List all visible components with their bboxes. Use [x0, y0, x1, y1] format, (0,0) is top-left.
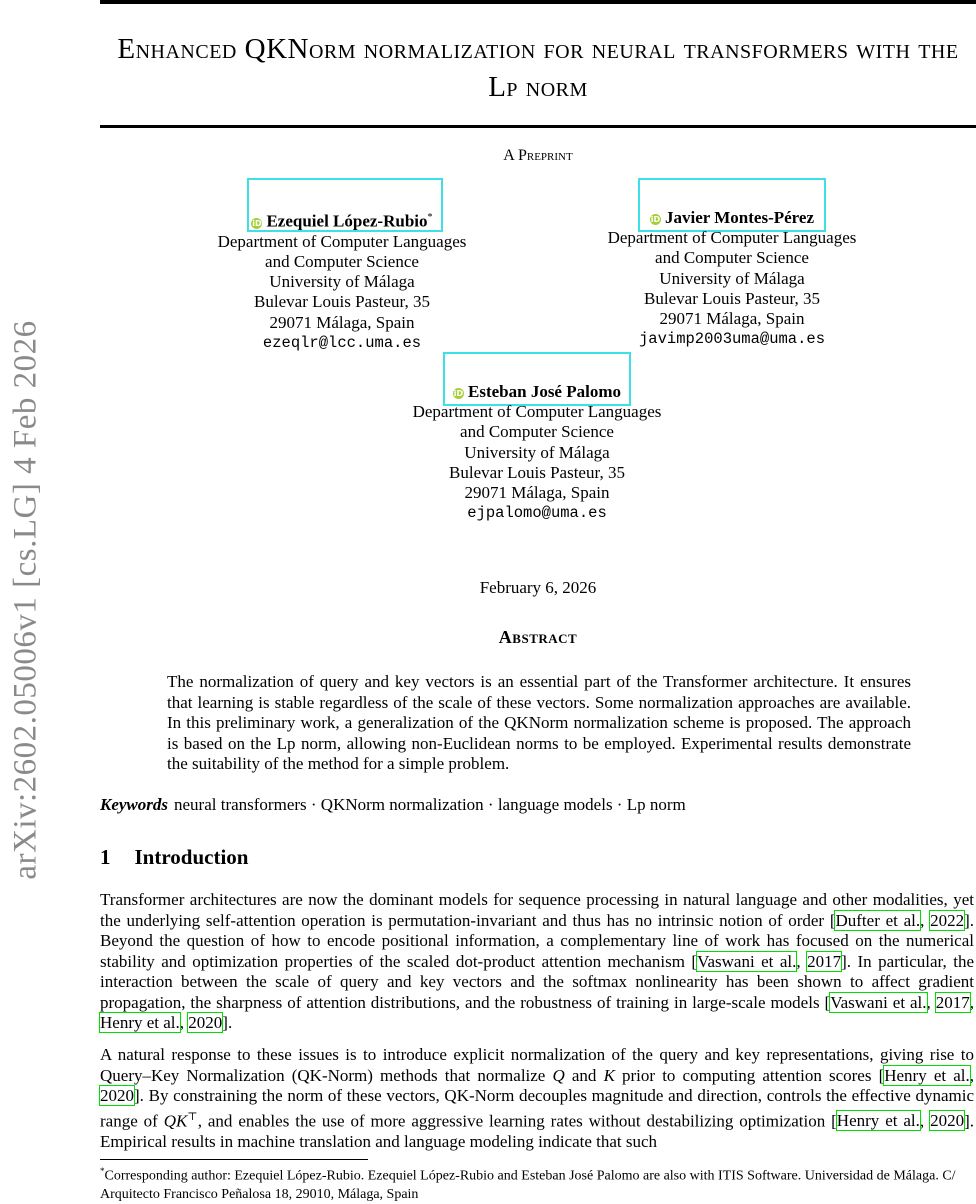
paper-title: Enhanced QKNorm normalization for neural transformers with the Lp norm — [117, 33, 959, 103]
author-city: 29071 Málaga, Spain — [464, 483, 610, 503]
footnote-rule — [100, 1159, 368, 1160]
citation-link[interactable]: 2017 — [935, 992, 970, 1012]
citation-link[interactable]: 2020 — [188, 1013, 223, 1032]
text-run: , — [926, 992, 936, 1012]
citation-link[interactable]: 2017 — [807, 951, 842, 971]
author-street: Bulevar Louis Pasteur, 35 — [644, 288, 820, 308]
math-superscript: ⊤ — [187, 1110, 198, 1123]
math-symbol: K — [603, 1065, 615, 1085]
text-run: , — [796, 951, 808, 971]
citation-link[interactable]: Henry et al. — [100, 1013, 180, 1032]
paper-date: February 6, 2026 — [479, 578, 597, 597]
math-symbol: QK — [163, 1111, 188, 1131]
author-department: Department of Computer Languages — [412, 402, 662, 422]
section-number: 1 — [100, 845, 111, 869]
footnote — [100, 1162, 974, 1204]
author-name[interactable]: Esteban José Palomo — [468, 382, 621, 401]
author-street: Bulevar Louis Pasteur, 35 — [449, 462, 625, 482]
section-heading — [100, 845, 248, 870]
text-run: , — [920, 910, 931, 930]
author-university: University of Málaga — [464, 442, 610, 462]
citation-link[interactable]: 2020 — [930, 1111, 965, 1131]
intro-paragraph-2 — [100, 1045, 974, 1152]
text-run: , — [919, 1111, 931, 1131]
author-department: Department of Computer Languages — [217, 231, 467, 251]
author-department: Department of Computer Languages — [607, 228, 857, 248]
author-department-cont: and Computer Science — [655, 248, 809, 268]
orcid-icon[interactable]: iD — [453, 389, 464, 398]
arxiv-identifier: arXiv:2602.05006v1 [cs.LG] 4 Feb 2026 — [7, 320, 44, 880]
author-email[interactable]: ezeqlr@lcc.uma.es — [262, 333, 422, 352]
title-bottom-rule — [100, 125, 976, 128]
text-run: , — [179, 1013, 189, 1032]
footnote-text: Corresponding author: Ezequiel López-Rubio. Ezequiel López-Rubio and Esteban José Palomo are also with ITIS Software. Universidad de Málaga. C/ Arquitecto Francisco Peñalosa 18, 29010, Málaga, Spain — [100, 1168, 956, 1202]
text-run: ]. — [222, 1013, 233, 1032]
author-block — [387, 382, 687, 523]
citation-link[interactable]: Henry et al. — [836, 1111, 920, 1131]
keywords-line — [100, 795, 686, 815]
text-run: ]. Empirical results in machine translation and language modeling indicate that such — [100, 1111, 974, 1151]
section-title: Introduction — [134, 845, 249, 869]
author-email[interactable]: ejpalomo@uma.es — [467, 504, 607, 523]
author-block — [192, 208, 492, 353]
author-name[interactable]: Javier Montes-Pérez — [665, 208, 814, 227]
footnote-marker: * — [100, 1166, 105, 1176]
author-department-cont: and Computer Science — [460, 422, 614, 442]
citation-link[interactable]: 2022 — [930, 910, 965, 930]
author-name[interactable]: Ezequiel López-Rubio — [266, 211, 428, 231]
text-run: ]. Beyond the question of how to encode positional information, a complementary line of work has focused on the numerical stability and optimization properties of the scaled dot-product attention mechanism [ — [100, 910, 975, 971]
text-run: , and enables the use of more aggressive learning rates without destabilizing optimization [ — [197, 1111, 837, 1131]
author-street: Bulevar Louis Pasteur, 35 — [254, 292, 430, 312]
author-email[interactable]: javimp2003uma@uma.es — [638, 330, 826, 349]
author-department-cont: and Computer Science — [265, 252, 419, 272]
math-symbol: Q — [552, 1065, 565, 1085]
author-university: University of Málaga — [659, 268, 805, 288]
text-run: and — [564, 1065, 604, 1085]
author-block — [582, 208, 882, 349]
text-run: , — [969, 992, 974, 1012]
text-run: Transformer architectures are now the dominant models for sequence processing in natural language and other modalities, yet the underlying self-attention operation is permutation-invariant and thus has no intrinsic notion of order [ — [100, 890, 974, 930]
orcid-icon[interactable]: iD — [650, 215, 661, 224]
text-run: , — [969, 1065, 974, 1085]
author-city: 29071 Málaga, Spain — [659, 309, 805, 329]
citation-link[interactable]: Dufter et al. — [835, 910, 921, 930]
orcid-icon[interactable]: iD — [252, 218, 262, 228]
text-run: A natural response to these issues is to introduce explicit normalization of the query and key representations, giving rise to Query–Key Normalization (QK-Norm) methods that normalize — [100, 1045, 974, 1085]
author-university: University of Málaga — [269, 272, 415, 292]
title-top-rule — [100, 0, 976, 4]
preprint-label: A Preprint — [503, 147, 573, 164]
keywords-text: neural transformers · QKNorm normalization · language models · Lp norm — [174, 795, 686, 814]
citation-link[interactable]: Vaswani et al. — [830, 992, 927, 1012]
citation-link[interactable]: 2020 — [100, 1086, 134, 1105]
abstract-text: The normalization of query and key vectors is an essential part of the Transformer architecture. It ensures that learning is stable regardless of the scale of these vectors. Some normalization approaches are available. In this preliminary work, a generalization of the QKNorm normalization scheme is proposed. The approach is based on the Lp norm, allowing non-Euclidean norms to be employed. Experimental results demonstrate the suitability of the method for a simple problem. — [167, 672, 911, 773]
keywords-label: Keywords — [100, 795, 168, 814]
intro-paragraph-1 — [100, 890, 974, 1034]
footnote-marker: * — [427, 212, 433, 223]
abstract-heading: Abstract — [498, 627, 578, 647]
citation-link[interactable]: Vaswani et al. — [697, 951, 797, 971]
text-run: prior to computing attention scores [ — [614, 1065, 885, 1085]
citation-link[interactable]: Henry et al. — [884, 1065, 970, 1085]
text-run: ]. By constraining the norm of these vectors, QK-Norm decouples magnitude and direction, controls the effective dynamic range of — [100, 1086, 974, 1131]
arxiv-sidebar — [0, 0, 52, 1200]
text-run: ]. In particular, the interaction between the scale of query and key vectors and the softmax nonlinearity has been shown to affect gradient propagation, the sharpness of attention distributions, and the robustness of training in large-scale models [ — [100, 951, 975, 1012]
author-city: 29071 Málaga, Spain — [269, 312, 415, 332]
